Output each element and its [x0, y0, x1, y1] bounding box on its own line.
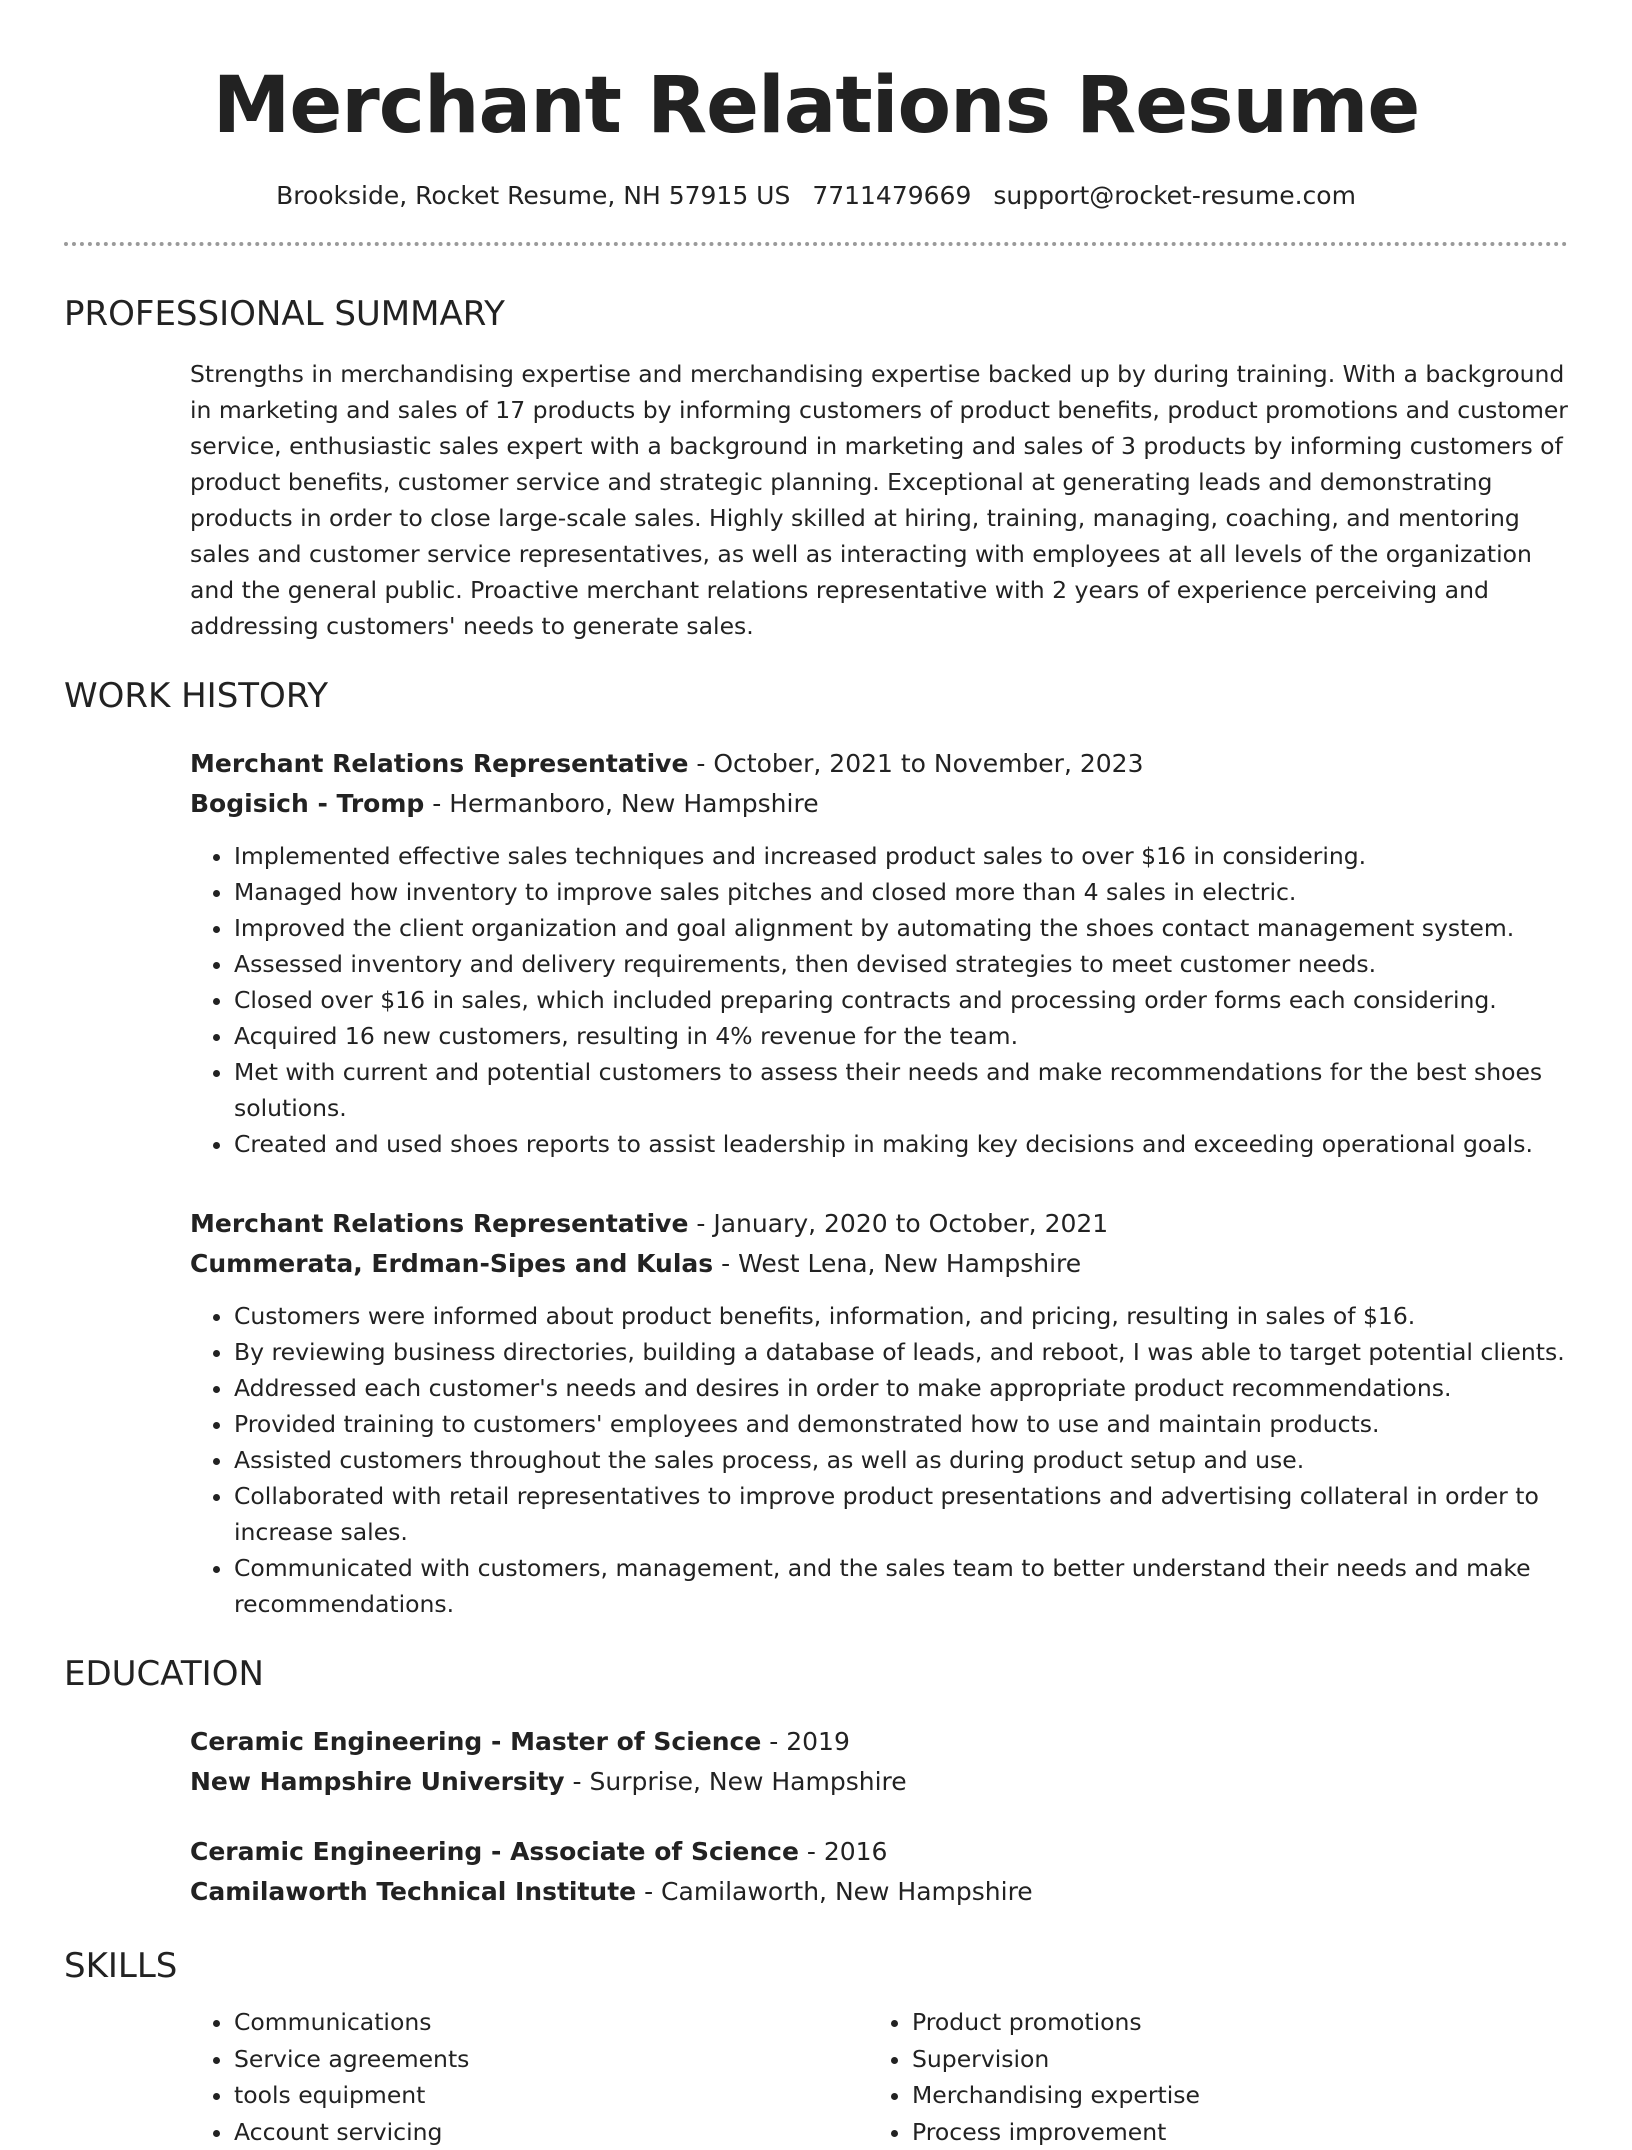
skill-item: • Supervision	[912, 2041, 1546, 2078]
skill-item: • Communications	[234, 2004, 868, 2041]
job-bullet: • Provided training to customers' employees and demonstrated how to use and maintain products.	[234, 1406, 1568, 1442]
job-bullets	[190, 1298, 1568, 1622]
contact-phone: 7711479669	[812, 181, 971, 210]
skill-item: • tools equipment	[234, 2077, 868, 2114]
summary-heading: PROFESSIONAL SUMMARY	[64, 292, 1568, 336]
job-company-line	[190, 784, 1568, 824]
skills-list-left	[190, 2004, 868, 2150]
resume-page	[64, 0, 1568, 2150]
job-bullet: • Implemented effective sales techniques and increased product sales to over $16 in considering.	[234, 838, 1568, 874]
contact-line	[64, 178, 1568, 214]
job-bullet: • By reviewing business directories, building a database of leads, and reboot, I was able to target potential clients.	[234, 1334, 1568, 1370]
education-year: - 2016	[799, 1837, 888, 1866]
job-bullet: • Created and used shoes reports to assist leadership in making key decisions and exceeding operational goals.	[234, 1126, 1568, 1162]
education-school-line	[190, 1872, 1568, 1912]
education-section	[190, 1722, 1568, 1912]
skills-column-right	[868, 2004, 1546, 2150]
job-title: Merchant Relations Representative	[190, 749, 688, 778]
education-entry	[190, 1722, 1568, 1802]
education-entry	[190, 1832, 1568, 1912]
job-bullet: • Collaborated with retail representatives to improve product presentations and advertising collateral in order to increase sales.	[234, 1478, 1568, 1550]
job-company: Cummerata, Erdman-Sipes and Kulas	[190, 1249, 713, 1278]
summary-section	[190, 356, 1568, 644]
education-year: - 2019	[761, 1727, 850, 1756]
job-dates: - October, 2021 to November, 2023	[688, 749, 1143, 778]
job-bullet: • Addressed each customer's needs and desires in order to make appropriate product recommendations.	[234, 1370, 1568, 1406]
skills-heading: SKILLS	[64, 1944, 1568, 1988]
job-title: Merchant Relations Representative	[190, 1209, 688, 1238]
job-bullet: • Acquired 16 new customers, resulting in 4% revenue for the team.	[234, 1018, 1568, 1054]
education-degree: Ceramic Engineering - Master of Science	[190, 1727, 761, 1756]
contact-address: Brookside, Rocket Resume, NH 57915 US	[276, 181, 790, 210]
summary-text: Strengths in merchandising expertise and merchandising expertise backed up by during training. With a background in marketing and sales of 17 products by informing customers of product benefits, product promotions and customer service, enthusiastic sales expert with a background in marketing and sales of 3 products by informing customers of product benefits, customer service and strategic planning. Exceptional at generating leads and demonstrating products in order to close large-scale sales. Highly skilled at hiring, training, managing, coaching, and mentoring sales and customer service representatives, as well as interacting with employees at all levels of the organization and the general public. Proactive merchant relations representative with 2 years of experience perceiving and addressing customers' needs to generate sales.	[190, 356, 1568, 644]
education-heading: EDUCATION	[64, 1652, 1568, 1696]
job-bullet: • Managed how inventory to improve sales pitches and closed more than 4 sales in electric.	[234, 874, 1568, 910]
skills-section	[190, 2004, 1568, 2150]
education-school: Camilaworth Technical Institute	[190, 1877, 636, 1906]
skill-item: • Product promotions	[912, 2004, 1546, 2041]
education-degree: Ceramic Engineering - Associate of Science	[190, 1837, 799, 1866]
job-entry	[190, 744, 1568, 1162]
skill-item: • Process improvement	[912, 2114, 1546, 2150]
job-bullet: • Improved the client organization and goal alignment by automating the shoes contact management system.	[234, 910, 1568, 946]
resume-title: Merchant Relations Resume	[64, 58, 1568, 154]
job-bullet: • Customers were informed about product benefits, information, and pricing, resulting in sales of $16.	[234, 1298, 1568, 1334]
skills-column-left	[190, 2004, 868, 2150]
education-degree-line	[190, 1832, 1568, 1872]
education-location: - Surprise, New Hampshire	[565, 1767, 907, 1796]
job-location: - West Lena, New Hampshire	[713, 1249, 1081, 1278]
contact-email: support@rocket-resume.com	[993, 181, 1356, 210]
job-bullet: • Assessed inventory and delivery requirements, then devised strategies to meet customer needs.	[234, 946, 1568, 982]
education-school: New Hampshire University	[190, 1767, 565, 1796]
job-company: Bogisich - Tromp	[190, 789, 424, 818]
job-company-line	[190, 1244, 1568, 1284]
work-history-heading: WORK HISTORY	[64, 674, 1568, 718]
job-bullets	[190, 838, 1568, 1162]
job-bullet: • Met with current and potential customers to assess their needs and make recommendations for the best shoes solutions.	[234, 1054, 1568, 1126]
job-bullet: • Assisted customers throughout the sales process, as well as during product setup and use.	[234, 1442, 1568, 1478]
job-bullet: • Communicated with customers, management, and the sales team to better understand their needs and make recommendations.	[234, 1550, 1568, 1622]
job-title-line	[190, 1204, 1568, 1244]
job-bullet: • Closed over $16 in sales, which included preparing contracts and processing order forms each considering.	[234, 982, 1568, 1018]
education-location: - Camilaworth, New Hampshire	[636, 1877, 1033, 1906]
job-location: - Hermanboro, New Hampshire	[424, 789, 818, 818]
job-title-line	[190, 744, 1568, 784]
skills-list-right	[868, 2004, 1546, 2150]
work-history-section	[190, 744, 1568, 1622]
skill-item: • Merchandising expertise	[912, 2077, 1546, 2114]
skill-item: • Service agreements	[234, 2041, 868, 2078]
education-degree-line	[190, 1722, 1568, 1762]
header-divider	[64, 242, 1568, 246]
job-entry	[190, 1204, 1568, 1622]
skill-item: • Account servicing	[234, 2114, 868, 2150]
education-school-line	[190, 1762, 1568, 1802]
job-dates: - January, 2020 to October, 2021	[688, 1209, 1108, 1238]
